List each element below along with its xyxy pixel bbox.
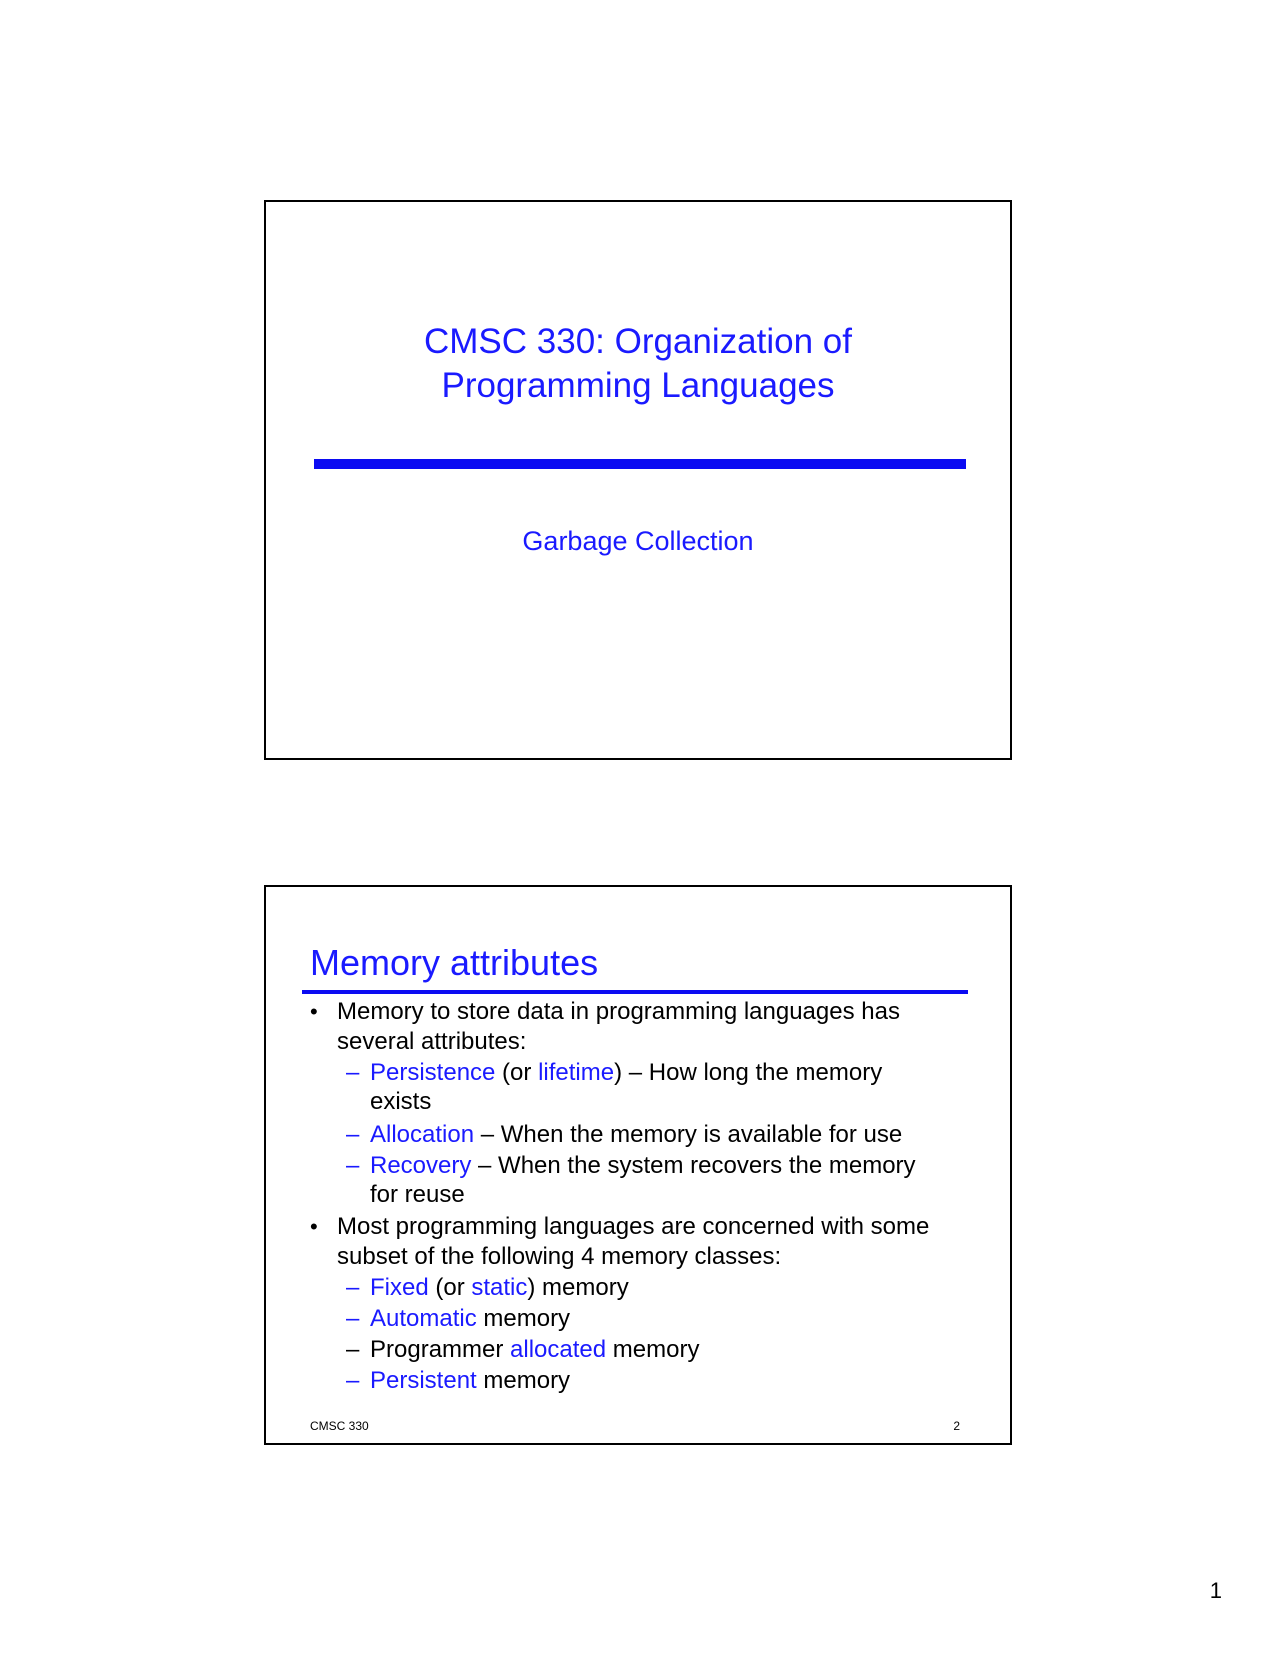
slide-1 [264, 200, 1012, 760]
sub-item-automatic [370, 1304, 570, 1334]
text-programmer: Programmer [370, 1336, 511, 1363]
dash-marker: – [346, 1121, 360, 1148]
page-number: 1 [1209, 1578, 1222, 1603]
term-allocation: Allocation [370, 1121, 475, 1148]
slide-2-title: Memory attributes [310, 942, 599, 983]
slide-2-footer-course: CMSC 330 [310, 1419, 369, 1433]
text-persistent-desc: memory [476, 1367, 571, 1394]
term-fixed: Fixed [370, 1274, 429, 1301]
slide-2-title-rule [302, 990, 968, 994]
sub-item-programmer [370, 1335, 699, 1365]
slide-1-title-rule [314, 459, 966, 469]
sub-item-persistence-cont: exists [370, 1088, 432, 1115]
term-lifetime: lifetime [538, 1059, 615, 1086]
text-recovery-desc: – When the system recovers the memory [471, 1152, 916, 1179]
term-recovery: Recovery [370, 1152, 472, 1179]
sub-item-persistence [370, 1058, 882, 1088]
term-persistence: Persistence [370, 1059, 496, 1086]
slide-1-title-line-2: Programming Languages [441, 366, 835, 405]
text-fixed-desc: ) memory [527, 1274, 629, 1301]
bullet-2-line-2: subset of the following 4 memory classes: [337, 1243, 782, 1270]
dash-marker: – [346, 1305, 360, 1332]
slide-1-title-line-1: CMSC 330: Organization of [424, 322, 852, 361]
dash-marker: – [346, 1274, 360, 1301]
text-or-2: (or [428, 1274, 472, 1301]
text-or-1: (or [495, 1059, 539, 1086]
sub-item-persistent [370, 1366, 570, 1396]
term-persistent: Persistent [370, 1367, 477, 1394]
text-automatic-desc: memory [476, 1305, 571, 1332]
slide-2 [264, 885, 1012, 1445]
slide-2-footer-slide-number: 2 [953, 1419, 960, 1433]
bullet-1-line-2: several attributes: [337, 1028, 527, 1055]
slide-1-subtitle: Garbage Collection [522, 526, 754, 556]
sub-item-allocation [370, 1120, 902, 1150]
dash-marker: – [346, 1336, 360, 1363]
term-allocated: allocated [510, 1336, 607, 1363]
sub-item-recovery [370, 1151, 916, 1181]
dash-marker: – [346, 1367, 360, 1394]
sub-item-fixed [370, 1273, 629, 1303]
term-static: static [471, 1274, 528, 1301]
slide-1-title [266, 320, 1010, 408]
bullet-marker: • [310, 1214, 318, 1239]
sub-item-recovery-cont: for reuse [370, 1181, 465, 1208]
bullet-1-line-1: Memory to store data in programming languages has [337, 998, 900, 1025]
text-allocation-desc: – When the memory is available for use [474, 1121, 903, 1148]
text-programmer-desc: memory [606, 1336, 700, 1363]
text-persistence-desc: ) – How long the memory [614, 1059, 883, 1086]
bullet-2-line-1: Most programming languages are concerned with some [337, 1213, 930, 1240]
dash-marker: – [346, 1059, 360, 1086]
term-automatic: Automatic [370, 1305, 477, 1332]
bullet-marker: • [310, 999, 318, 1024]
dash-marker: – [346, 1152, 360, 1179]
